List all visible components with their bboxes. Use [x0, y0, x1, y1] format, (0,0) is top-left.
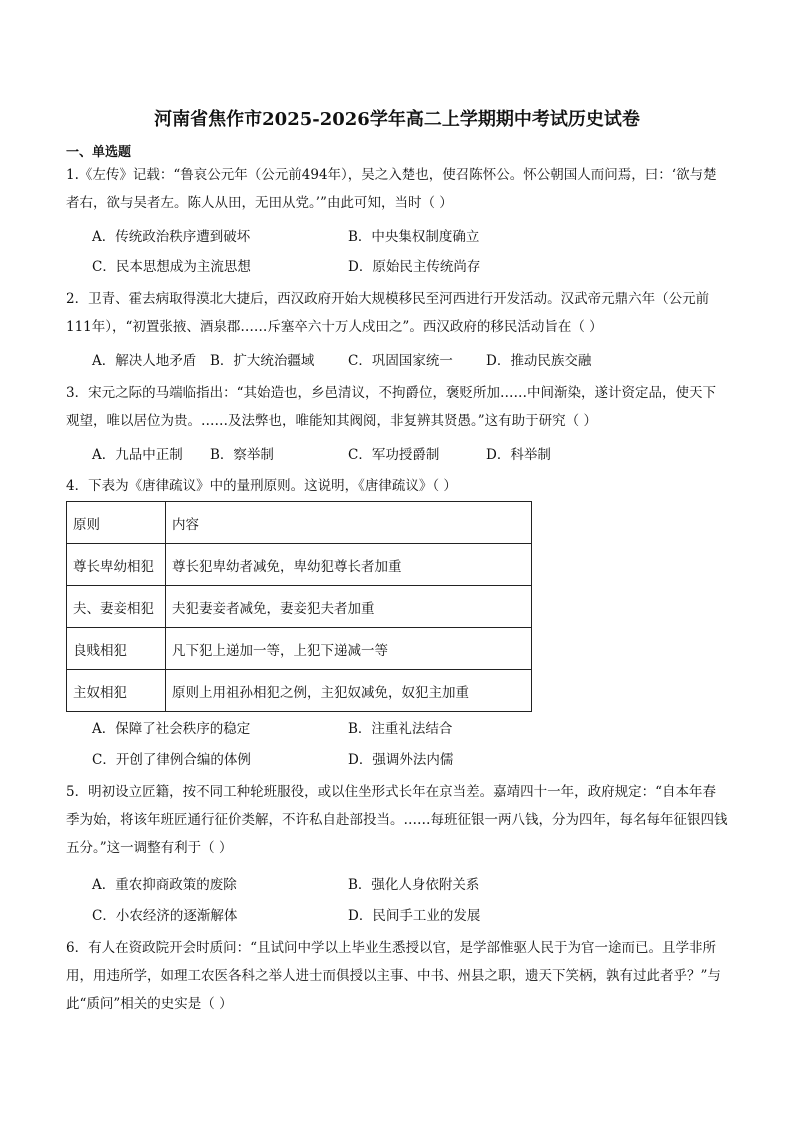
question-2-option-c[interactable]: C．巩固国家统一	[348, 353, 453, 369]
table-header-content: 内容	[166, 502, 532, 544]
question-3-option-b[interactable]: B．察举制	[210, 447, 274, 463]
question-1-option-d[interactable]: D．原始民主传统尚存	[348, 259, 481, 275]
table-cell-content: 原则上用祖孙相犯之例，主犯奴减免，奴犯主加重	[166, 670, 532, 712]
question-5-option-b[interactable]: B．强化人身依附关系	[348, 877, 480, 893]
question-2-option-b[interactable]: B．扩大统治疆域	[210, 353, 315, 369]
question-6-text: 6．有人在资政院开会时质问：“且试问中学以上毕业生悉授以官，是学部惟驱人民于为官一途而已。且学非所用，用违所学，如理工农医各科之举人进士而俱授以主事、中书、州县之职，遗天下笑柄，孰有过此者乎？”与此“质问”相关的史实是（ ）	[66, 940, 721, 1012]
question-1-option-c[interactable]: C．民本思想成为主流思想	[92, 259, 251, 275]
question-5-text: 5．明初设立匠籍，按不同工种轮班服役，或以住坐形式长年在京当差。嘉靖四十一年，政府规定：“自本年春季为始，将该年班匠通行征价类解，不许私自赴部投当。……每班征银一两八钱，分为四年，每名每年征银四钱五分。”这一调整有利于（ ）	[66, 784, 728, 856]
page-title: 河南省焦作市2025-2026学年高二上学期期中考试历史试卷	[154, 109, 640, 130]
question-4-options-row-2	[92, 746, 728, 774]
table-row	[67, 544, 532, 586]
question-3-option-c[interactable]: C．军功授爵制	[348, 447, 440, 463]
question-4-option-a[interactable]: A．保障了社会秩序的稳定	[92, 721, 251, 737]
question-5-options-row-1	[92, 871, 728, 899]
question-4-options-row-1	[92, 715, 728, 743]
table-header-principle: 原则	[67, 502, 166, 544]
table-cell-principle: 主奴相犯	[67, 670, 166, 712]
table-cell-content: 凡下犯上递加一等，上犯下递减一等	[166, 628, 532, 670]
question-4-option-d[interactable]: D．强调外法内儒	[348, 752, 454, 768]
section-heading: 一、单选题	[66, 145, 132, 160]
question-3-text: 3．宋元之际的马端临指出：“其始造也，乡邑清议，不拘爵位，褒贬所加……中间渐染，遂计资定品，使天下观望，唯以居位为贵。……及法弊也，唯能知其阀阅，非复辨其贤愚。”这有助于研究（ ）	[66, 385, 716, 429]
question-5-option-a[interactable]: A．重农抑商政策的废除	[92, 877, 237, 893]
question-4-text: 4．下表为《唐律疏议》中的量刑原则。这说明，《唐律疏议》（ ）	[66, 478, 457, 494]
table-cell-principle: 良贱相犯	[67, 628, 166, 670]
table-row	[67, 670, 532, 712]
question-5-option-d[interactable]: D．民间手工业的发展	[348, 908, 481, 924]
table-cell-principle: 尊长卑幼相犯	[67, 544, 166, 586]
question-3-option-a[interactable]: A．九品中正制	[92, 447, 183, 463]
question-1-option-b[interactable]: B．中央集权制度确立	[348, 229, 480, 245]
table-cell-content: 尊长犯卑幼者减免，卑幼犯尊长者加重	[166, 544, 532, 586]
table-row	[67, 628, 532, 670]
table-row	[67, 586, 532, 628]
question-2-option-d[interactable]: D．推动民族交融	[486, 353, 592, 369]
table-header-row	[67, 502, 532, 544]
table-cell-content: 夫犯妻妾者减免，妻妾犯夫者加重	[166, 586, 532, 628]
question-5-options-row-2	[92, 902, 728, 930]
question-4-option-b[interactable]: B．注重礼法结合	[348, 721, 453, 737]
table-cell-principle: 夫、妻妾相犯	[67, 586, 166, 628]
question-1-options-row-2	[92, 253, 728, 281]
question-1-options-row-1	[92, 223, 728, 251]
question-1-text: 1.《左传》记载：“鲁哀公元年（公元前494年），吴之入楚也，使召陈怀公。怀公朝国人而问焉，曰：‘欲与楚者右，欲与吴者左。陈人从田，无田从党。’”由此可知，当时（ ）	[66, 167, 717, 211]
question-5-option-c[interactable]: C．小农经济的逐渐解体	[92, 908, 238, 924]
question-3-option-d[interactable]: D．科举制	[486, 447, 551, 463]
sentencing-principles-table	[66, 501, 532, 712]
question-2-text: 2．卫青、霍去病取得漠北大捷后，西汉政府开始大规模移民至河西进行开发活动。汉武帝元鼎六年（公元前111年），“初置张掖、酒泉郡……斥塞卒六十万人戍田之”。西汉政府的移民活动旨在（ ）	[66, 291, 710, 335]
question-2-option-a[interactable]: A．解决人地矛盾	[92, 353, 197, 369]
question-3-options-row	[92, 441, 728, 469]
question-4-option-c[interactable]: C．开创了律例合编的体例	[92, 752, 251, 768]
question-1-option-a[interactable]: A．传统政治秩序遭到破坏	[92, 229, 251, 245]
question-2-options-row	[92, 347, 728, 375]
